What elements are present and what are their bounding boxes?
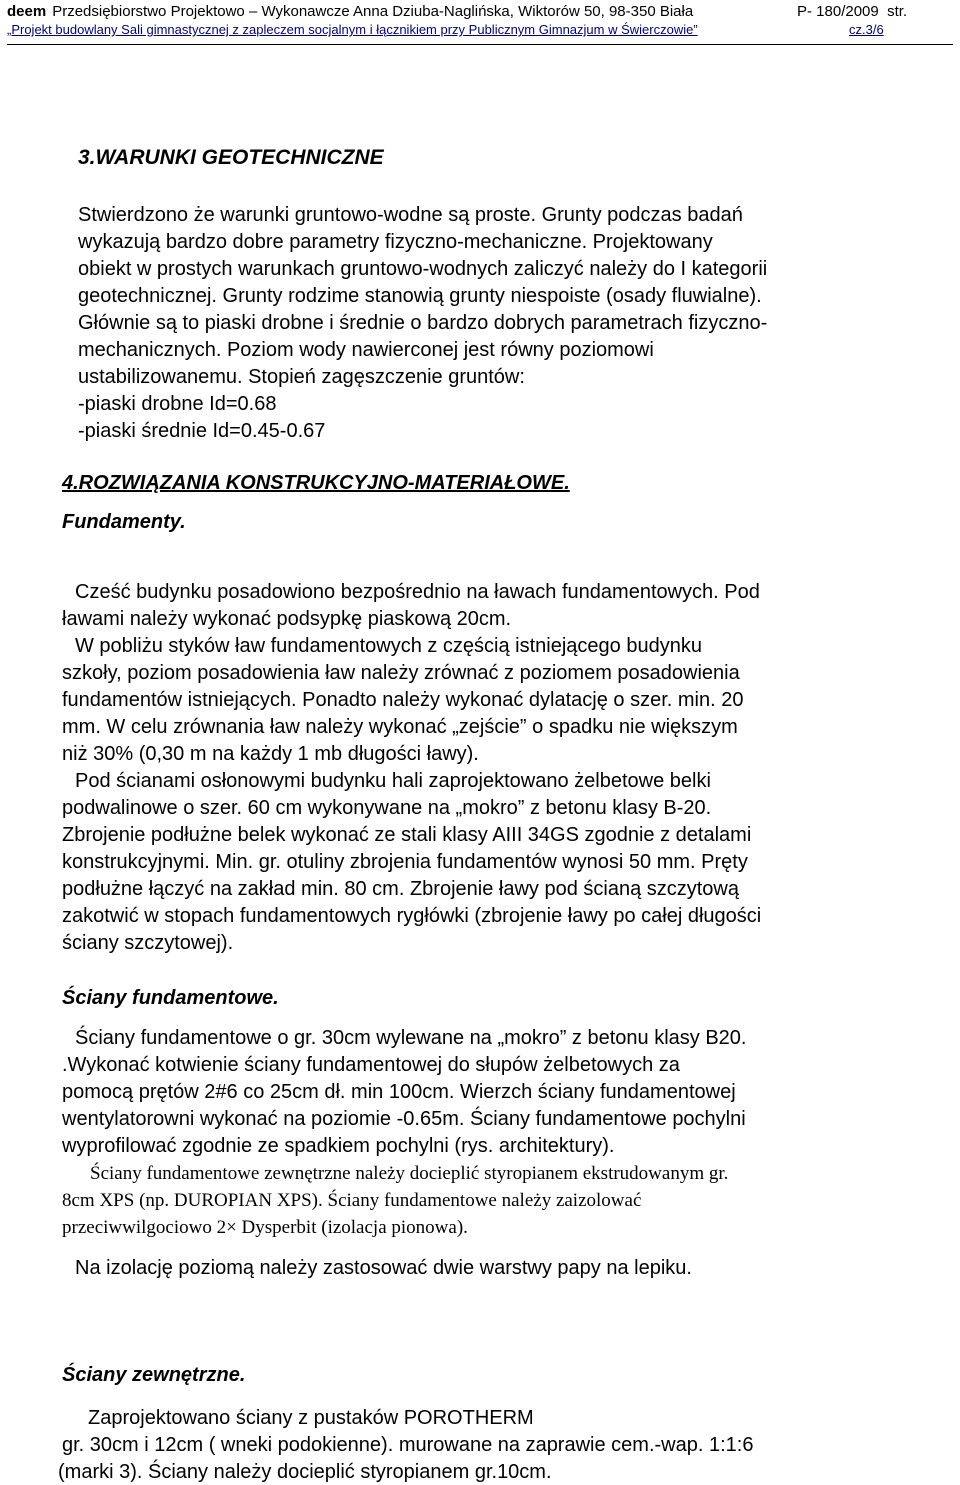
section-3-line-7: ustabilizowanemu. Stopień zagęszczenie gruntów: bbox=[78, 366, 525, 388]
exterior-walls-line-2: gr. 30cm i 12cm ( wneki podokienne). murowane na zaprawie cem.-wap. 1:1:6 bbox=[62, 1434, 754, 1456]
foundations-line-11: konstrukcyjnymi. Min. gr. otuliny zbrojenia fundamentów wynosi 50 mm. Pręty bbox=[62, 851, 748, 873]
foundations-line-3: W pobliżu styków ław fundamentowych z częścią istniejącego budynku bbox=[75, 635, 702, 657]
section-4-heading: 4.ROZWIĄZANIA KONSTRUKCYJNO-MATERIAŁOWE. bbox=[62, 472, 570, 494]
section-3-line-1: Stwierdzono że warunki gruntowo-wodne są proste. Grunty podczas badań bbox=[78, 204, 743, 226]
foundation-walls-line-3: pomocą prętów 2#6 co 25cm dł. min 100cm. Wierzch ściany fundamentowej bbox=[62, 1081, 736, 1103]
foundations-line-8: Pod ścianami osłonowymi budynku hali zaprojektowano żelbetowe belki bbox=[75, 770, 711, 792]
foundation-walls-serif-line-3: przeciwwilgociowo 2× Dysperbit (izolacja pionowa). bbox=[62, 1217, 468, 1238]
section-3-line-5: Głównie są to piaski drobne i średnie o bardzo dobrych parametrach fizyczno- bbox=[78, 312, 768, 334]
project-code: P- 180/2009 bbox=[797, 3, 879, 20]
foundations-line-7: niż 30% (0,30 m na każdy 1 mb długości ławy). bbox=[62, 743, 479, 765]
foundations-line-2: ławami należy wykonać podsypkę piaskową 20cm. bbox=[62, 608, 512, 630]
foundations-line-9: podwalinowe o szer. 60 cm wykonywane na „mokro” z betonu klasy B-20. bbox=[62, 797, 712, 819]
foundations-line-6: mm. W celu zrównania ław należy wykonać „zejście” o spadku nie większym bbox=[62, 716, 738, 738]
header-project-code bbox=[797, 3, 907, 20]
section-3-line-3: obiekt w prostych warunkach gruntowo-wodnych zaliczyć należy do I kategorii bbox=[78, 258, 768, 280]
section-3-line-8: -piaski drobne Id=0.68 bbox=[78, 393, 277, 415]
project-title: „Projekt budowlany Sali gimnastycznej z zapleczem socjalnym i łącznikiem przy Publicznym Gimnazjum w Świerczowie” bbox=[7, 22, 698, 37]
foundations-line-5: fundamentów istniejących. Ponadto należy wykonać dylatację o szer. min. 20 bbox=[62, 689, 744, 711]
company-name: Przedsiębiorstwo Projektowo – Wykonawcze Anna Dziuba-Naglińska, Wiktorów 50, 98-350 Biała bbox=[52, 3, 694, 20]
horizontal-insulation-note: Na izolację poziomą należy zastosować dwie warstwy papy na lepiku. bbox=[75, 1257, 692, 1279]
foundation-walls-line-1: Ściany fundamentowe o gr. 30cm wylewane na „mokro” z betonu klasy B20. bbox=[75, 1027, 747, 1049]
foundations-line-1: Cześć budynku posadowiono bezpośrednio na ławach fundamentowych. Pod bbox=[75, 581, 760, 603]
section-3-heading: 3.WARUNKI GEOTECHNICZNE bbox=[78, 146, 384, 169]
foundations-line-12: podłużne łączyć na zakład min. 80 cm. Zbrojenie ławy pod ścianą szczytową bbox=[62, 878, 739, 900]
foundation-walls-serif-line-1: Ściany fundamentowe zewnętrzne należy docieplić styropianem ekstrudowanym gr. bbox=[90, 1163, 729, 1184]
company-brand: deem bbox=[7, 3, 47, 20]
document-part: cz.3/6 bbox=[849, 22, 884, 37]
header-company bbox=[7, 3, 693, 20]
exterior-walls-heading: Ściany zewnętrzne. bbox=[62, 1364, 246, 1386]
foundation-walls-line-2: .Wykonać kotwienie ściany fundamentowej do słupów żelbetowych za bbox=[62, 1054, 680, 1076]
page-header bbox=[7, 0, 953, 45]
section-3-line-6: mechanicznych. Poziom wody nawierconej jest równy poziomowi bbox=[78, 339, 654, 361]
foundations-line-14: ściany szczytowej). bbox=[62, 932, 234, 954]
exterior-walls-line-3: (marki 3). Ściany należy docieplić styropianem gr.10cm. bbox=[58, 1461, 552, 1483]
section-3-line-4: geotechnicznej. Grunty rodzime stanowią grunty niespoiste (osady fluwialne). bbox=[78, 285, 762, 307]
section-3-line-2: wykazują bardzo dobre parametry fizyczno-mechaniczne. Projektowany bbox=[78, 231, 713, 253]
foundation-walls-serif-line-2: 8cm XPS (np. DUROPIAN XPS). Ściany fundamentowe należy zaizolować bbox=[62, 1190, 642, 1211]
section-3-line-9: -piaski średnie Id=0.45-0.67 bbox=[78, 420, 326, 442]
foundation-walls-line-5: wyprofilować zgodnie ze spadkiem pochylni (rys. architektury). bbox=[62, 1135, 615, 1157]
page-label: str. bbox=[887, 3, 908, 20]
foundations-line-4: szkoły, poziom posadowienia ław należy zrównać z poziomem posadowienia bbox=[62, 662, 740, 684]
foundations-heading: Fundamenty. bbox=[62, 511, 186, 533]
foundations-line-13: zakotwić w stopach fundamentowych rygłówki (zbrojenie ławy po całej długości bbox=[62, 905, 762, 927]
foundations-line-10: Zbrojenie podłużne belek wykonać ze stali klasy AIII 34GS zgodnie z detalami bbox=[62, 824, 752, 846]
foundation-walls-line-4: wentylatorowni wykonać na poziomie -0.65m. Ściany fundamentowe pochylni bbox=[62, 1108, 746, 1130]
foundation-walls-heading: Ściany fundamentowe. bbox=[62, 987, 279, 1009]
exterior-walls-line-1: Zaprojektowano ściany z pustaków POROTHERM bbox=[88, 1407, 534, 1429]
